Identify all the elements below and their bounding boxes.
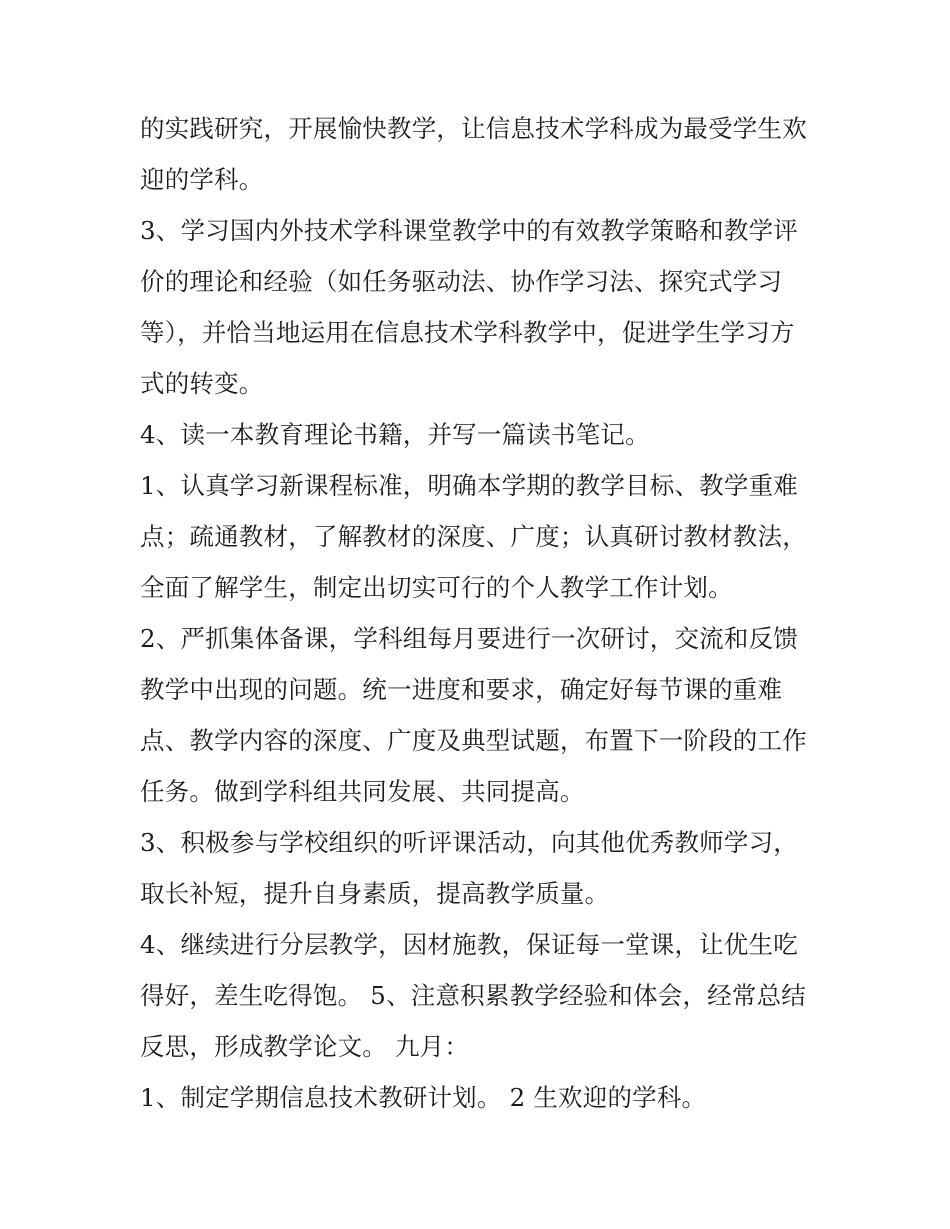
text-line: 等），并恰当地运用在信息技术学科教学中，促进学生学习方 [140, 318, 795, 347]
text-line: 价的理论和经验（如任务驱动法、协作学习法、探究式学习 [140, 267, 783, 296]
text-line: 教学中出现的问题。统一进度和要求，确定好每节课的重难 [140, 675, 783, 704]
text-line: 3、积极参与学校组织的听评课活动，向其他优秀教师学习， [140, 828, 798, 857]
text-line: 任务。做到学科组共同发展、共同提高。 [140, 777, 585, 806]
text-line: 式的转变。 [140, 369, 264, 398]
text-line: 1、制定学期信息技术教研计划。 2 生欢迎的学科。 [140, 1083, 707, 1112]
text-line: 的实践研究，开展愉快教学，让信息技术学科成为最受学生欢 [140, 114, 807, 143]
text-line: 点、教学内容的深度、广度及典型试题，布置下一阶段的工作 [140, 726, 807, 755]
text-line: 4、读一本教育理论书籍，并写一篇读书笔记。 [140, 420, 650, 449]
text-line: 全面了解学生，制定出切实可行的个人教学工作计划。 [140, 573, 733, 602]
text-line: 2、严抓集体备课，学科组每月要进行一次研讨，交流和反馈 [140, 624, 798, 653]
text-line: 1、认真学习新课程标准，明确本学期的教学目标、教学重难 [140, 471, 798, 500]
text-line: 3、学习国内外技术学科课堂教学中的有效教学策略和教学评 [140, 216, 798, 245]
text-line: 取长补短，提升自身素质，提高教学质量。 [140, 879, 610, 908]
text-line: 迎的学科。 [140, 165, 264, 194]
text-line: 得好，差生吃得饱。 5、注意积累教学经验和体会，经常总结 [140, 981, 806, 1010]
text-line: 反思，形成教学论文。 九月： [140, 1032, 470, 1061]
text-line: 4、继续进行分层教学，因材施教，保证每一堂课，让优生吃 [140, 930, 798, 959]
text-line: 点；疏通教材，了解教材的深度、广度；认真研讨教材教法， [140, 522, 807, 551]
document-body [140, 103, 820, 1123]
